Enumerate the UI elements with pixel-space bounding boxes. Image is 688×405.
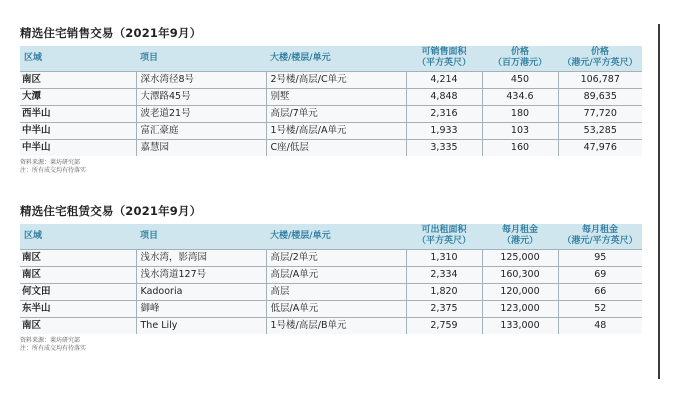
remark-note: 注：所有成交均有待落实 [20, 344, 87, 352]
header-district: 区域 [24, 52, 43, 63]
district-cell: 南区 [20, 266, 136, 283]
unit-cell: 2号楼/高层/C单元 [266, 71, 406, 88]
project-cell: 御峰 [136, 300, 266, 317]
source-note: 资料来源：莱坊研究部 [20, 336, 81, 344]
rent-psf-cell: 48 [558, 317, 642, 334]
project-cell: The Lily [136, 317, 266, 334]
sales-header-row [20, 46, 642, 71]
district-cell: 东半山 [20, 300, 136, 317]
district-cell: 何文田 [20, 283, 136, 300]
area-cell: 2,316 [406, 105, 482, 122]
unit-cell: 高层 [266, 283, 406, 300]
unit-cell: C座/低层 [266, 139, 406, 156]
rent-cell: 160,300 [482, 266, 558, 283]
area-cell: 1,820 [406, 283, 482, 300]
project-cell: 大潭路45号 [136, 88, 266, 105]
header-lettable-area: 可出租面积 （平方英尺） [416, 225, 471, 247]
price-psf-cell: 53,285 [558, 122, 642, 139]
price-psf-cell: 106,787 [558, 71, 642, 88]
header-unit: 大楼/楼层/单元 [270, 230, 331, 241]
rent-psf-cell: 95 [558, 249, 642, 266]
area-cell: 1,310 [406, 249, 482, 266]
page-divider-line [658, 24, 660, 379]
area-cell: 4,848 [406, 88, 482, 105]
unit-cell: 高层/7单元 [266, 105, 406, 122]
header-monthly-rent-psf: 每月租金 （港元/平方英尺） [562, 225, 638, 247]
price-psf-cell: 89,635 [558, 88, 642, 105]
rent-cell: 123,000 [482, 300, 558, 317]
area-cell: 2,759 [406, 317, 482, 334]
price-cell: 450 [482, 71, 558, 88]
header-saleable-area: 可销售面积 （平方英尺） [416, 47, 471, 69]
table-row [20, 249, 642, 266]
unit-cell: 1号楼/高层/A单元 [266, 122, 406, 139]
project-cell: 嘉慧园 [136, 139, 266, 156]
table-row [20, 122, 642, 139]
price-psf-cell: 47,976 [558, 139, 642, 156]
leasing-section [20, 203, 642, 353]
unit-cell: 1号楼/高层/B单元 [266, 317, 406, 334]
leasing-table [20, 224, 642, 334]
area-cell: 4,214 [406, 71, 482, 88]
price-cell: 180 [482, 105, 558, 122]
rent-psf-cell: 69 [558, 266, 642, 283]
rent-cell: 125,000 [482, 249, 558, 266]
table-row [20, 283, 642, 300]
header-district: 区域 [24, 230, 43, 241]
table-row [20, 300, 642, 317]
district-cell: 大潭 [20, 88, 136, 105]
leasing-notes [20, 337, 642, 353]
unit-cell: 高层/A单元 [266, 266, 406, 283]
price-cell: 160 [482, 139, 558, 156]
project-cell: 浅水湾，影湾园 [136, 249, 266, 266]
sales-notes [20, 159, 642, 175]
source-note: 资料来源：莱坊研究部 [20, 158, 81, 166]
price-cell: 434.6 [482, 88, 558, 105]
remark-note: 注：所有成交均有待落实 [20, 166, 87, 174]
sales-table [20, 46, 642, 156]
header-project: 项目 [140, 52, 159, 63]
area-cell: 2,334 [406, 266, 482, 283]
rent-cell: 133,000 [482, 317, 558, 334]
sales-table-title: 精选住宅销售交易（2021年9月） [20, 26, 202, 40]
header-price-psf: 价格 （港元/平方英尺） [562, 47, 638, 69]
rent-cell: 120,000 [482, 283, 558, 300]
district-cell: 南区 [20, 317, 136, 334]
project-cell: 富汇豪庭 [136, 122, 266, 139]
header-monthly-rent: 每月租金 （港元） [501, 225, 538, 247]
project-cell: Kadooria [136, 283, 266, 300]
table-row [20, 88, 642, 105]
project-cell: 深水湾径8号 [136, 71, 266, 88]
unit-cell: 高层/2单元 [266, 249, 406, 266]
district-cell: 中半山 [20, 122, 136, 139]
unit-cell: 别墅 [266, 88, 406, 105]
rent-psf-cell: 66 [558, 283, 642, 300]
district-cell: 西半山 [20, 105, 136, 122]
area-cell: 1,933 [406, 122, 482, 139]
project-cell: 浅水湾道127号 [136, 266, 266, 283]
header-unit: 大楼/楼层/单元 [270, 52, 331, 63]
price-psf-cell: 77,720 [558, 105, 642, 122]
unit-cell: 低层/A单元 [266, 300, 406, 317]
table-row [20, 105, 642, 122]
district-cell: 南区 [20, 249, 136, 266]
area-cell: 3,335 [406, 139, 482, 156]
sales-section [20, 25, 642, 175]
header-project: 项目 [140, 230, 159, 241]
area-cell: 2,375 [406, 300, 482, 317]
table-row [20, 139, 642, 156]
leasing-table-title: 精选住宅租赁交易（2021年9月） [20, 204, 202, 218]
district-cell: 中半山 [20, 139, 136, 156]
project-cell: 波老道21号 [136, 105, 266, 122]
rent-psf-cell: 52 [558, 300, 642, 317]
table-row [20, 71, 642, 88]
table-row [20, 266, 642, 283]
district-cell: 南区 [20, 71, 136, 88]
table-row [20, 317, 642, 334]
header-price: 价格 （百万港元） [492, 47, 547, 69]
leasing-header-row [20, 224, 642, 249]
price-cell: 103 [482, 122, 558, 139]
